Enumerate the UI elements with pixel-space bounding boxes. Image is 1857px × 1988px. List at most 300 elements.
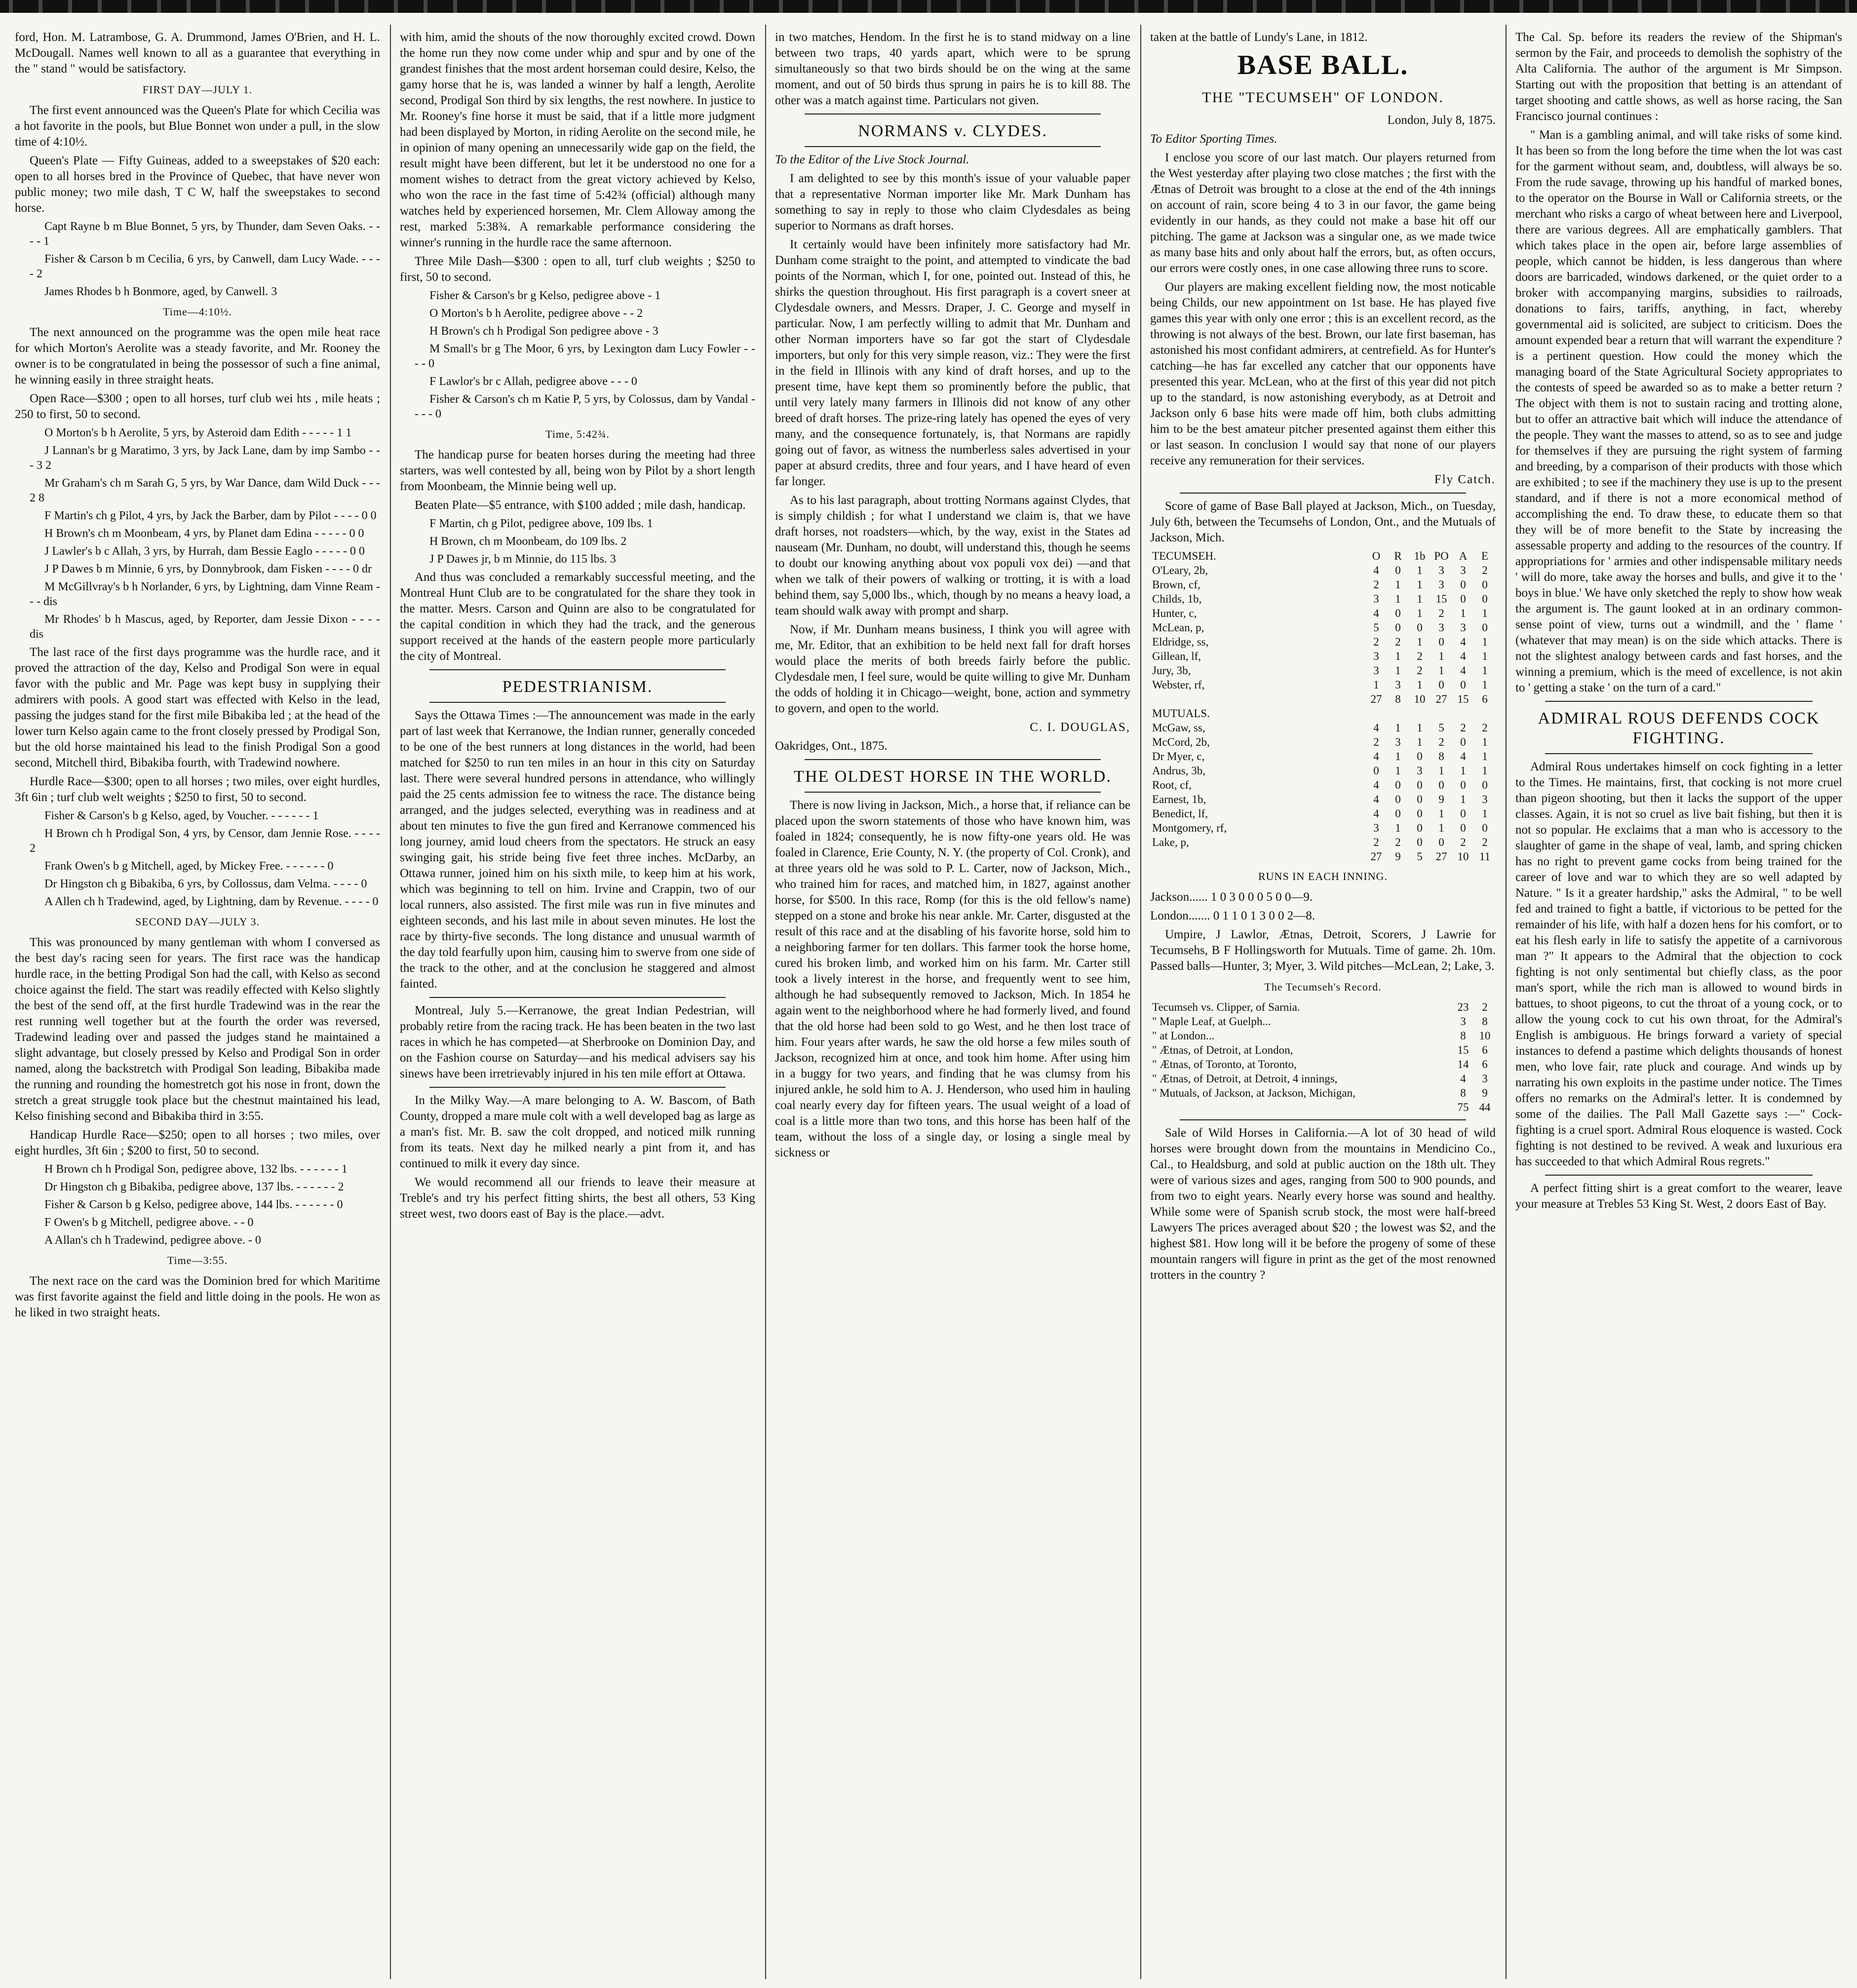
stat-cell: 1 <box>1417 679 1423 691</box>
column-rule <box>390 25 391 1979</box>
table-header-row <box>1150 706 1496 721</box>
entry: James Rhodes b h Bonmore, aged, by Canwell. 3 <box>44 285 277 298</box>
entry: A Allen ch h Tradewind, aged, by Lightning, dam by Revenue. - - - - 0 <box>44 895 379 908</box>
stat-cell: 4 <box>1460 664 1466 677</box>
stat-cell: 2 <box>1395 836 1401 848</box>
race-conditions: Handicap Hurdle Race—$250; open to all horses ; two miles, over eight hurdles, 3ft 6in ; $200 to first, 50 to second. <box>15 1128 380 1157</box>
entry: O Morton's b h Aerolite, 5 yrs, by Asteroid dam Edith - - - - - 1 1 <box>44 426 352 439</box>
stat-cell: 2 <box>1460 722 1466 734</box>
table-row <box>1150 764 1496 778</box>
column-rule <box>1140 25 1141 1979</box>
box-score-table <box>1150 549 1496 864</box>
player-name: Gillean, lf, <box>1152 650 1201 662</box>
table-row <box>1150 778 1496 792</box>
article-heading: NORMANS v. CLYDES. <box>858 122 1047 140</box>
player-name: Brown, cf, <box>1152 578 1200 591</box>
stat-cell: 1 <box>1395 722 1401 734</box>
stat-cell: 0 <box>1417 807 1423 820</box>
total-cell: 75 <box>1457 1101 1469 1113</box>
divider <box>805 792 1101 793</box>
stat-cell: 1 <box>1438 807 1444 820</box>
stat-cell: 0 <box>1395 807 1401 820</box>
stat-cell: 0 <box>1417 750 1423 763</box>
table-total-row <box>1150 849 1496 864</box>
stat-cell: 1 <box>1460 765 1466 777</box>
column-header: O <box>1372 550 1381 562</box>
race-conditions: Open Race—$300 ; open to all horses, turf club wei hts , mile heats ; 250 to first, 50 to second. <box>15 392 380 421</box>
stat-cell: 2 <box>1482 564 1488 576</box>
stat-cell: 1 <box>1417 564 1423 576</box>
divider <box>1180 1119 1466 1120</box>
table-total-row <box>1150 692 1496 706</box>
paragraph: I am delighted to see by this month's issue of your valuable paper that a representative Norman importer like Mr. Mark Dunham has something to say in reply to those who claim Clydesdales as being superior to Normans as draft horses. <box>775 172 1130 232</box>
entry: F Lawlor's br c Allah, pedigree above - - - 0 <box>429 375 637 388</box>
stat-cell: 0 <box>1438 779 1444 791</box>
column-rule <box>1506 25 1507 1979</box>
player-name: Eldridge, ss, <box>1152 636 1209 648</box>
player-name: Webster, rf, <box>1152 679 1205 691</box>
entry: J P Dawes b m Minnie, 6 yrs, by Donnybrook, dam Fisken - - - - 0 dr <box>44 563 372 575</box>
column-1 <box>15 30 380 1979</box>
column-header: A <box>1459 550 1468 562</box>
paragraph: The first event announced was the Queen's Plate for which Cecilia was a hot favorite in the pools, but Blue Bonnet won under a pull, in the slow time of 4:10½. <box>15 104 380 149</box>
table-row <box>1150 1000 1496 1014</box>
paragraph: Umpire, J Lawlor, Ætnas, Detroit, Scorers, J Lawrie for Tecumsehs, B F Hollingsworth for Mutuals. Time of game. 2h. 10m. Passed balls—Hunter, 3; Myer, 3. Wild pitches—McLean, 2; Lake, 3. <box>1150 928 1496 973</box>
stat-cell: 15 <box>1457 1044 1469 1056</box>
stat-cell: 2 <box>1438 736 1444 748</box>
stat-cell: 2 <box>1373 636 1379 648</box>
stat-cell: 0 <box>1395 564 1401 576</box>
stat-cell: 0 <box>1395 779 1401 791</box>
entry: Dr Hingston ch g Bibakiba, 6 yrs, by Collossus, dam Velma. - - - - 0 <box>44 878 367 890</box>
entry: Mr Graham's ch m Sarah G, 5 yrs, by War Dance, dam Wild Duck - - - 2 8 <box>30 477 380 504</box>
stat-cell: 8 <box>1460 1087 1466 1099</box>
entry: A Allan's ch h Tradewind, pedigree above. - 0 <box>44 1234 261 1247</box>
team-name: MUTUALS. <box>1152 707 1210 720</box>
stat-cell: 4 <box>1373 807 1379 820</box>
entry: Capt Rayne b m Blue Bonnet, 5 yrs, by Thunder, dam Seven Oaks. - - - - 1 <box>30 220 380 248</box>
stat-cell: 8 <box>1460 1030 1466 1042</box>
total-cell: 9 <box>1395 850 1401 863</box>
stat-cell: 0 <box>1460 807 1466 820</box>
table-row <box>1150 749 1496 764</box>
stat-cell: 1 <box>1482 679 1488 691</box>
stat-cell: 2 <box>1482 836 1488 848</box>
paragraph: ford, Hon. M. Latrambose, G. A. Drummond, James O'Brien, and H. L. McDougall. Names well known to all as a guarantee that everything in the " stand " would be satisfactory. <box>15 31 380 76</box>
paragraph: Score of game of Base Ball played at Jackson, Mich., on Tuesday, July 6th, between the Tecumsehs of London, Ont., and the Mutuals of Jackson, Mich. <box>1150 499 1496 544</box>
player-name: Hunter, c, <box>1152 607 1197 619</box>
stat-cell: 3 <box>1417 765 1423 777</box>
stat-cell: 15 <box>1435 593 1447 605</box>
paragraph: As to his last paragraph, about trotting Normans against Clydes, that is simply childish ; for what I understand we claim is, that we have draft horses, not roadsters—which, by the way, exist in the States ad nauseam (Mr. Dunham, no doubt, will understand this, though he seems to doubt our knowing anything about vox populi vox dei) —and that when we talk of their powers of walking or trotting, it is with a load behind them, say 5,000 lbs., which, though by no means a heavy load, a team should walk away with prompt and sharp. <box>775 494 1130 617</box>
letter-address: To Editor Sporting Times. <box>1150 132 1277 146</box>
stat-cell: 4 <box>1373 793 1379 805</box>
player-name: McGaw, ss, <box>1152 722 1205 734</box>
table-row <box>1150 649 1496 663</box>
entry: J Lawler's b c Allah, 3 yrs, by Hurrah, dam Bessie Eaglo - - - - - 0 0 <box>44 545 365 558</box>
table-row <box>1150 1014 1496 1029</box>
paragraph: The last race of the first days programme was the hurdle race, and it proved the attraction of the day, Kelso and Prodigal Son were in equal favor with the public and Mr. Page was kept busy in supplying their admirers with pools. A good start was effected with Kelso in the lead, passing the judges stand for the first mile Bibakiba led ; at the head of the lower turn Kelso again came to the front closely pressed by Prodigal Son, but the old horse maintained his lead to the finish Prodigal Son a good second, Mitchell third, Bibakiba fourth, with Tradewind nowhere. <box>15 646 380 769</box>
player-name: Tecumseh vs. Clipper, of Sarnia. <box>1152 1001 1300 1013</box>
paragraph: in two matches, Hendom. In the first he is to stand midway on a line between two traps, 40 yards apart, which were to be sprung simultaneously so that two birds should be on the wing at the same moment, and out of 50 birds thus sprung in pairs he is to kill 88. The other was a match against time. Particulars not given. <box>775 31 1130 107</box>
signature: C. I. DOUGLAS, <box>1030 721 1130 734</box>
entry: M Small's br g The Moor, 6 yrs, by Lexington dam Lucy Fowler - - - - 0 <box>415 343 755 370</box>
player-name: Childs, 1b, <box>1152 593 1202 605</box>
total-cell: 27 <box>1435 693 1447 705</box>
entry: Fisher & Carson b m Cecilia, 6 yrs, by Canwell, dam Lucy Wade. - - - - 2 <box>30 253 380 280</box>
stat-cell: 3 <box>1373 593 1379 605</box>
player-name: Lake, p, <box>1152 836 1189 848</box>
stat-cell: 1 <box>1438 765 1444 777</box>
player-name: " Mutuals, of Jackson, at Jackson, Michigan, <box>1152 1087 1355 1099</box>
stat-cell: 8 <box>1482 1015 1488 1028</box>
stat-cell: 0 <box>1482 621 1488 634</box>
stat-cell: 0 <box>1417 822 1423 834</box>
record-table <box>1150 1000 1496 1114</box>
stat-cell: 3 <box>1438 578 1444 591</box>
paragraph: Says the Ottawa Times :—The announcement was made in the early part of last week that Kerranowe, the Indian runner, generally conceded to be one of the best runners at long distances in the world, had been matched for $250 to run ten miles in an hour in this city on Saturday last. There were several hundred persons in attendance, who willingly paid the 25 cents admission fee to witness the race. The distance being arranged, and the judges selected, everything was in readiness and at about ten minutes to five the gun fired and Kerranowe commenced his long journey, amid loud cheers from the spectators. He struck an easy swinging gait, his stride being five feet three inches. McDarby, an Ottawa runner, joined him on his sixth mile, to keep him at his work, which was beginning to tell on him. Irvine and Crappin, two of our local runners, also assisted. The first mile was run in five minutes and eighteen seconds, and his last mile in about seven minutes. He lost the race by thirty-five seconds. The long distance and unusual warmth of the day told fearfully upon him, causing him to swerve from one side of the track to the other, and at the conclusion he staggered and almost fainted. <box>400 709 755 991</box>
paragraph: There is now living in Jackson, Mich., a horse that, if reliance can be placed upon the sworn statements of those who have known him, was foaled in 1824; consequently, he is now fifty-one years old. He was foaled in Clarence, Erie County, N. Y. (the property of Col. Cronk), and at three years old he was sold to P. L. Carter, now of Jackson, Mich., who trained him for races, and matched him, in 1827, against another horse, for $500. In this race, Romp (for this is the old fellow's name) stepped on a stone and broke his near ankle. Mr. Carter, disgusted at the result of this race and at the disabling of his favorite horse, sold him to a neighboring farmer for ten dollars. This farmer took the horse home, cured his broken limb, and worked him on his farm. Mr. Carter still took a lively interest in the horse, and frequently went to see him, although he had subsequently removed to Jackson, Mich. In 1854 he again went to the neighborhood where he had formerly lived, and found that the old horse had been sold to go West, and he then lost trace of him. Four years after wards, he saw the old horse a few miles south of Jackson, recognized him at once, and took him home. After using him in a buggy for two years, and finding that he was clumsy from his injured ankle, he sold him to A. J. Henderson, who used him in hauling coal nearly every day for fifteen years. The usual weight of a load of coal is a little more than two tons, and this horse has been half of the team, without the loss of a single day, or losing a single meal by sickness or <box>775 799 1130 1159</box>
stat-cell: 4 <box>1373 607 1379 619</box>
total-cell: 11 <box>1479 850 1491 863</box>
race-conditions: Three Mile Dash—$300 : open to all, turf club weights ; $250 to first, 50 to second. <box>400 255 755 284</box>
race-time: Time—3:55. <box>167 1254 228 1266</box>
advertisement: A perfect fitting shirt is a great comfort to the wearer, leave your measure at Trebles 53 King St. West, 2 doors East of Bay. <box>1515 1182 1842 1211</box>
race-conditions: Hurdle Race—$300; open to all horses ; two miles, over eight hurdles, 3ft 6in ; turf club welt weights ; $250 to first, 50 to second. <box>15 775 380 804</box>
total-cell: 27 <box>1370 693 1382 705</box>
column-rule <box>765 25 766 1979</box>
stat-cell: 2 <box>1417 650 1423 662</box>
player-name: " Ætnas, of Detroit, at Detroit, 4 innings, <box>1152 1072 1338 1085</box>
section-subhead: The Tecumseh's Record. <box>1264 981 1382 993</box>
article-heading: PEDESTRIANISM. <box>502 678 653 696</box>
column-3 <box>775 30 1130 1979</box>
table-row <box>1150 735 1496 749</box>
total-cell: 6 <box>1482 693 1488 705</box>
stat-cell: 1 <box>1482 736 1488 748</box>
player-name: Jury, 3b, <box>1152 664 1191 677</box>
stat-cell: 1 <box>1482 765 1488 777</box>
entry: H Brown's ch h Prodigal Son pedigree above - 3 <box>429 325 658 338</box>
paragraph: Our players are making excellent fielding now, the most noticable being Childs, our new appointment on 1st base. He has played five games this year with only one error ; this is an excellent record, as the throwing is not always of the best. Brown, our late first baseman, has astonished his most confidant admirers, at centrefield. As for Hunter's catching—he has far excelled any catcher that our opponents have presented this year. McLean, who at the first of this year did not pitch up to the standard, is now astonishing everybody, as at Detroit and Jackson only 6 base hits were made off him, both clubs admitting him to be the best amateur pitcher presented against them either this or last season. In conclusion I would say that none of our players receive any remuneration for their services. <box>1150 280 1496 467</box>
stat-cell: 0 <box>1460 593 1466 605</box>
entry: F Martin, ch g Pilot, pedigree above, 109 lbs. 1 <box>429 517 653 530</box>
paragraph: In the Milky Way.—A mare belonging to A. W. Bascom, of Bath County, dropped a mare mule colt with a well developed bag as large as a man's fist. Mr. B. saw the colt dropped, and noticed milk running from its teats. Next day he milked nearly a pint from it, and has continued to milk it every day since. <box>400 1094 755 1170</box>
race-conditions: Queen's Plate — Fifty Guineas, added to a sweepstakes of $20 each: open to all horses bred in the Province of Quebec, that have never won public money; two mile dash, T C W, half the sweepstakes to second horse. <box>15 154 380 215</box>
table-row <box>1150 1086 1496 1100</box>
stat-cell: 0 <box>1482 578 1488 591</box>
entry: Mr Rhodes' b h Mascus, aged, by Reporter, dam Jessie Dixon - - - - dis <box>30 613 380 641</box>
player-name: " Ætnas, of Toronto, at Toronto, <box>1152 1058 1297 1070</box>
stat-cell: 1 <box>1417 578 1423 591</box>
team-name: TECUMSEH. <box>1152 550 1216 562</box>
article-subheading: THE "TECUMSEH" OF LONDON. <box>1202 89 1444 106</box>
stat-cell: 0 <box>1417 779 1423 791</box>
player-name: Montgomery, rf, <box>1152 822 1227 834</box>
paragraph: Montreal, July 5.—Kerranowe, the great Indian Pedestrian, will probably retire from the racing track. He has been beaten in the two last races in which he has competed—at Sherbrooke on Dominion Day, and on the Fashion course on Saturday—and his medical advisers say his sinews have been irretrievably injured in his ten mile effort at Ottawa. <box>400 1004 755 1080</box>
table-row <box>1150 1071 1496 1086</box>
torn-top-edge <box>0 0 1857 13</box>
stat-cell: 1 <box>1482 636 1488 648</box>
table-row <box>1150 563 1496 577</box>
entry: H Brown ch h Prodigal Son, 4 yrs, by Censor, dam Jennie Rose. - - - - 2 <box>30 827 380 855</box>
stat-cell: 1 <box>1482 664 1488 677</box>
stat-cell: 0 <box>1373 765 1379 777</box>
paragraph: " Man is a gambling animal, and will take risks of some kind. It has been so from the long before the time when the lot was cast for the garment without seam, and, doubtless, will always be so. From the rude savage, throwing up his handful of marked bones, to the operator on the Bourse in Wall or California streets, or the merchant who risks a cargo of wheat between here and Liverpool, there are various degrees. All are emphatically gamblers. That which takes place in the open air, before large assemblies of people, which cannot be hidden, is less dangerous than where doors are barricaded, windows darkened, or the quiet order to a broker with accompanying margins, subsidies to railroads, donations to fairs, tariffs, anything, in fact, whereby governmental aid is solicited, are subject to criticism. Does the amount expended bear a return that will warrant the expenditure ? is a pertinent question. How could the money which the managing board of the State Agricultural Society appropriates to the contests of speed be awarded so as to make a better return ? The object with them is not to sustain racing and trotting alone, but to offer an attractive bait which will induce the attendance of the people. They want the masses to attend, so as to see and judge for themselves if they are pursuing the right system of farming and breeding, by a comparison of their products with those which are exhibited ; to see if the machinery they use is up to the present standard, and if there is not a more economical method of accomplishing the end. To draw these, to educate them so that they will be of more benefit to the State by increasing the assessable property and adding to the resources of the country. If appropriations for ' armies and other indispensable military needs ' will do more, take away the horses and bulls, and give it to the ' boys in blue.' We have only sketched the reply to show how weak the argument is. The gaunt looked at in an ordinary common-sense point of view, turns out a windmill, and the ' flame ' (whatever that may mean) is on the side which attacks. There is not the slightest analogy between cards and fast horses, and the winning a premium, which is the meed of excellence, is not akin to ' getting a stake ' on the turn of a card." <box>1515 128 1842 694</box>
stat-cell: 3 <box>1482 1072 1488 1085</box>
stat-cell: 1 <box>1482 807 1488 820</box>
stat-cell: 14 <box>1457 1058 1469 1070</box>
paragraph: The Cal. Sp. before its readers the review of the Shipman's sermon by the Fair, and proceeds to demolish the sophistry of the Alta California. The author of the argument is Mr Simpson. Starting out with the proposition that betting is an attendant of target shooting and cattle shows, as well as horse racing, the San Francisco journal continues : <box>1515 31 1842 123</box>
table-row <box>1150 663 1496 678</box>
entry: M McGillvray's b h Norlander, 6 yrs, by Lightning, dam Vinne Ream - - - dis <box>30 580 380 608</box>
signature: Fly Catch. <box>1434 473 1496 486</box>
stat-cell: 6 <box>1482 1058 1488 1070</box>
advertisement: We would recommend all our friends to leave their measure at Treble's and try his perfect fitting shirts, the best all others, 53 King street west, two doors east of Bay is the place.—advt. <box>400 1176 755 1221</box>
paragraph: The next race on the card was the Dominion bred for which Maritime was first favorite against the field and little doing in the pools. He won as he liked in two straight heats. <box>15 1274 380 1319</box>
stat-cell: 4 <box>1460 650 1466 662</box>
stat-cell: 0 <box>1460 578 1466 591</box>
table-row <box>1150 1029 1496 1043</box>
stat-cell: 1 <box>1395 822 1401 834</box>
section-subhead: SECOND DAY—JULY 3. <box>135 916 260 928</box>
paragraph: I enclose you score of our last match. Our players returned from the West yesterday after playing two close matches ; the first with the Ætnas of Detroit was brought to a close at the end of the 4th innings on account of rain, score being 4 to 3 in our favor, the game being evidently in our hands, as they could not make a base hit off our pitching. The game at Jackson was a singular one, as we made twice as many base hits and only about half the errors, but, as often occurs, our errors were costly ones, in one case allowing three runs to score. <box>1150 151 1496 275</box>
entry: Fisher & Carson b g Kelso, pedigree above, 144 lbs. - - - - - - 0 <box>44 1198 343 1211</box>
table-row <box>1150 821 1496 835</box>
stat-cell: 3 <box>1482 793 1488 805</box>
stat-cell: 0 <box>1395 607 1401 619</box>
stat-cell: 2 <box>1373 836 1379 848</box>
paragraph: taken at the battle of Lundy's Lane, in 1812. <box>1150 31 1368 44</box>
entry: F Martin's ch g Pilot, 4 yrs, by Jack the Barber, dam by Pilot - - - - 0 0 <box>44 509 377 522</box>
stat-cell: 4 <box>1460 636 1466 648</box>
stat-cell: 0 <box>1438 836 1444 848</box>
race-conditions: Beaten Plate—$5 entrance, with $100 added ; mile dash, handicap. <box>415 498 746 512</box>
divider <box>1545 701 1813 702</box>
paragraph: The next announced on the programme was the open mile heat race for which Morton's Aerolite was a steady favorite, and Mr. Rooney the owner is to be congratulated in being the possessor of such a fine animal, he winning easily in three straight heats. <box>15 326 380 386</box>
stat-cell: 1 <box>1395 578 1401 591</box>
stat-cell: 1 <box>1482 607 1488 619</box>
player-name: Benedict, lf, <box>1152 807 1208 820</box>
stat-cell: 2 <box>1482 1001 1488 1013</box>
column-header: E <box>1481 550 1489 562</box>
table-total-row <box>1150 1100 1496 1114</box>
stat-cell: 3 <box>1438 564 1444 576</box>
entry: Fisher & Carson's br g Kelso, pedigree above - 1 <box>429 289 661 302</box>
stat-cell: 0 <box>1460 779 1466 791</box>
table-row <box>1150 721 1496 735</box>
stat-cell: 0 <box>1460 822 1466 834</box>
stat-cell: 1 <box>1417 607 1423 619</box>
column-5 <box>1515 30 1842 1979</box>
divider <box>429 669 726 670</box>
stat-cell: 4 <box>1460 750 1466 763</box>
table-row <box>1150 606 1496 620</box>
stat-cell: 0 <box>1395 621 1401 634</box>
stat-cell: 4 <box>1373 564 1379 576</box>
stat-cell: 4 <box>1373 750 1379 763</box>
total-cell: 5 <box>1417 850 1423 863</box>
race-time: Time—4:10½. <box>163 306 232 318</box>
stat-cell: 1 <box>1395 650 1401 662</box>
divider <box>429 997 726 998</box>
paragraph: It certainly would have been infinitely more satisfactory had Mr. Dunham come straight to the point, and attempted to vindicate the bad points of the Norman, which I, for one, pointed out. Instead of this, he shirks the question throughout. His first paragraph is a covert sneer at Clydesdale owners, and Messrs. Draper, J. C. George and myself in particular. Now, I am perfectly willing to admit that Mr. Dunham and other Norman importers have so far got the start of Clydesdale importers, but only for this very simple reason, viz.: They were the first in the field in Illinois with any kind of draft horses, and up to the present time, have kept them so prominently before the public, that until very lately many farmers in Illinois did not know of any other breed of draft horses. The prize-ring lately has opened the eyes of very many, and the consequence fortunately, is, that Normans are rapidly going out of favor, as witness the numberless sales advertised in your paper at absurd credits, three and four years, and I have heard of even far longer. <box>775 238 1130 488</box>
article-heading: THE OLDEST HORSE IN THE WORLD. <box>794 767 1112 786</box>
entry: H Brown ch h Prodigal Son, pedigree above, 132 lbs. - - - - - - 1 <box>44 1163 348 1176</box>
stat-cell: 0 <box>1395 793 1401 805</box>
player-name: Andrus, 3b, <box>1152 765 1205 777</box>
stat-cell: 4 <box>1373 779 1379 791</box>
stat-cell: 1 <box>1395 765 1401 777</box>
total-cell: 27 <box>1370 850 1382 863</box>
player-name: O'Leary, 2b, <box>1152 564 1208 576</box>
stat-cell: 0 <box>1438 679 1444 691</box>
player-name: " Ætnas, of Detroit, at London, <box>1152 1044 1293 1056</box>
paragraph: This was pronounced by many gentleman with whom I conversed as the best day's racing seen for years. The first race was the handicap hurdle race, in the betting Prodigal Son had the call, with Kelso as second choice against the field. The start was readily effected with Kelso slightly the best of the send off, at the first hurdle Tradewind was in the rear the rest running well together but at the fourth the order was reversed, Tradewind leading over and passed the judges stand he maintained a slight advantage, but closely pressed by Kelso and Prodigal Son in order named, along the backstretch with Prodigal Son leading, Bibakiba made the running and rounding the homestretch got his nose in front, down the stretch a great struggle took place but the chestnut maintained his lead, Kelso finishing second and Bibakiba third in 3:55. <box>15 936 380 1123</box>
stat-cell: 2 <box>1417 664 1423 677</box>
stat-cell: 1 <box>1438 664 1444 677</box>
table-row <box>1150 620 1496 635</box>
total-cell: 10 <box>1414 693 1426 705</box>
stat-cell: 1 <box>1460 607 1466 619</box>
stat-cell: 0 <box>1417 836 1423 848</box>
stat-cell: 5 <box>1373 621 1379 634</box>
stat-cell: 0 <box>1460 679 1466 691</box>
stat-cell: 10 <box>1479 1030 1491 1042</box>
divider <box>1545 1175 1813 1176</box>
divider <box>805 114 1101 115</box>
player-name: Root, cf, <box>1152 779 1192 791</box>
table-row <box>1150 806 1496 821</box>
article-heading: BASE BALL. <box>1237 50 1409 80</box>
stat-cell: 3 <box>1460 1015 1466 1028</box>
player-name: Dr Myer, c, <box>1152 750 1205 763</box>
stat-cell: 9 <box>1482 1087 1488 1099</box>
total-cell: 44 <box>1479 1101 1491 1113</box>
stat-cell: 0 <box>1482 779 1488 791</box>
table-row <box>1150 1057 1496 1071</box>
entry: H Brown's ch m Moonbeam, 4 yrs, by Planet dam Edina - - - - - 0 0 <box>44 527 364 540</box>
table-row <box>1150 592 1496 606</box>
player-name: McLean, p, <box>1152 621 1204 634</box>
stat-cell: 2 <box>1482 722 1488 734</box>
total-cell: 15 <box>1457 693 1469 705</box>
entry: Dr Hingston ch g Bibakiba, pedigree above, 137 lbs. - - - - - - 2 <box>44 1181 344 1193</box>
section-subhead: FIRST DAY—JULY 1. <box>142 83 253 96</box>
entry: F Owen's b g Mitchell, pedigree above. - - 0 <box>44 1216 254 1229</box>
stat-cell: 1 <box>1417 722 1423 734</box>
stat-cell: 1 <box>1395 750 1401 763</box>
stat-cell: 3 <box>1373 650 1379 662</box>
stat-cell: 1 <box>1482 750 1488 763</box>
stat-cell: 1 <box>1373 679 1379 691</box>
column-4 <box>1150 30 1496 1979</box>
stat-cell: 3 <box>1395 679 1401 691</box>
entry: J Lannan's br g Maratimo, 3 yrs, by Jack Lane, dam by imp Sambo - - - 3 2 <box>30 444 380 472</box>
player-name: " Maple Leaf, at Guelph... <box>1152 1015 1271 1028</box>
stat-cell: 1 <box>1460 793 1466 805</box>
total-cell: 27 <box>1435 850 1447 863</box>
stat-cell: 3 <box>1373 664 1379 677</box>
total-cell: 8 <box>1395 693 1401 705</box>
stat-cell: 3 <box>1395 736 1401 748</box>
table-row <box>1150 835 1496 849</box>
innings-line: Jackson...... 1 0 3 0 0 0 5 0 0—9. <box>1150 890 1313 904</box>
stat-cell: 1 <box>1482 650 1488 662</box>
entry: Frank Owen's b g Mitchell, aged, by Mickey Free. - - - - - - 0 <box>44 860 334 873</box>
divider <box>429 1087 726 1088</box>
divider <box>429 702 726 703</box>
stat-cell: 0 <box>1417 793 1423 805</box>
player-name: Earnest, 1b, <box>1152 793 1206 805</box>
section-subhead: RUNS IN EACH INNING. <box>1258 870 1388 882</box>
entry: H Brown, ch m Moonbeam, do 109 lbs. 2 <box>429 535 627 548</box>
table-row <box>1150 678 1496 692</box>
total-cell: 10 <box>1457 850 1469 863</box>
column-header: PO <box>1434 550 1449 562</box>
stat-cell: 0 <box>1417 621 1423 634</box>
table-header-row <box>1150 549 1496 563</box>
entry: Fisher & Carson's ch m Katie P, 5 yrs, by Colossus, dam by Vandal - - - - 0 <box>415 393 755 421</box>
divider <box>805 146 1101 147</box>
dateline: London, July 8, 1875. <box>1387 114 1496 127</box>
stat-cell: 5 <box>1438 722 1444 734</box>
player-name: " at London... <box>1152 1030 1215 1042</box>
letter-address: To the Editor of the Live Stock Journal. <box>775 153 969 166</box>
stat-cell: 2 <box>1395 636 1401 648</box>
entry: J P Dawes jr, b m Minnie, do 115 lbs. 3 <box>429 553 616 566</box>
stat-cell: 1 <box>1417 593 1423 605</box>
stat-cell: 3 <box>1460 621 1466 634</box>
table-row <box>1150 1043 1496 1057</box>
race-time: Time, 5:42¾. <box>545 428 610 440</box>
divider <box>1545 753 1813 754</box>
stat-cell: 23 <box>1457 1001 1469 1013</box>
table-row <box>1150 635 1496 649</box>
stat-cell: 1 <box>1417 736 1423 748</box>
paragraph: Admiral Rous undertakes himself on cock fighting in a letter to the Times. He maintains, first, that cocking is not more cruel than pigeon shooting, but then it lacks the support of the upper classes. Again, it is not so cruel as live bait fishing, but then it is not so popular. He exclaims that a man who is accessory to the slaughter of game in the shape of veal, lamb, and spring chicken has no right to prevent game cocks from being trained for the career of love and war to which they are so well adapted by Nature. " Is it a greater hardship," asks the Admiral, " to be well fed and trained to fight a battle, if victorious to be petted for the remainder of his life, with half a dozen hens for his comfort, or to eat his flesh early in life to satisfy the appetite of a carnivorous man ?" It appears to the Admiral that the objection to cock fighting is not only sentimental but chiefly class, as the poor man's sport, while the rich man is allowed to wound birds in battues, to shoot pigeons, to cut the throat of a young cock, or to allow the young cock to cut his own throat, for the Admiral's English is ambiguous. He brings forward a variety of special instances to defend a pastime which delights thousands of honest men, who love fair, rate pluck and courage. And winds up by narrating his own exploits in the pastime under notice. The Times offers no remarks on the Admiral's letter. It is condemned by some of the dailies. The Pall Mall Gazette says :—" Cock-fighting is a cruel sport. Admiral Rous eloquence is wasted. Cock fighting is not destined to be revived. A weak and luxurious era has succeeded to that which Admiral Rous regrets." <box>1515 760 1842 1168</box>
divider <box>805 759 1101 760</box>
paragraph: Now, if Mr. Dunham means business, I think you will agree with me, Mr. Editor, that an exhibition to be held next fall for draft horses would place the merits of both breeds fairly before the public. Clydesdale men, I feel sure, would be quite willing to give Mr. Dunham the odds of holding it in Chicago—weight, bone, action and symmetry to govern, and open to the world. <box>775 623 1130 715</box>
stat-cell: 6 <box>1482 1044 1488 1056</box>
paragraph: And thus was concluded a remarkably successful meeting, and the Montreal Hunt Club are to be congratulated for the share they took in the matter. Mesrs. Carson and Quinn are also to be congratulated for the capital condition in which they had the track, and the generous support received at the hands of the eastern people more particularly the city of Montreal. <box>400 571 755 663</box>
stat-cell: 9 <box>1438 793 1444 805</box>
stat-cell: 0 <box>1482 822 1488 834</box>
stat-cell: 3 <box>1373 822 1379 834</box>
article-heading: ADMIRAL ROUS DEFENDS COCK FIGHTING. <box>1538 709 1820 747</box>
stat-cell: 1 <box>1438 650 1444 662</box>
stat-cell: 2 <box>1373 736 1379 748</box>
stat-cell: 0 <box>1460 736 1466 748</box>
table-row <box>1150 577 1496 592</box>
stat-cell: 3 <box>1438 621 1444 634</box>
paragraph: Sale of Wild Horses in California.—A lot of 30 head of wild horses were brought down from the mountains in Mendicino Co., Cal., to Healdsburg, and sold at public auction on the 18th ult. They were of various sizes and ages, ranging from 500 to 900 pounds, and from two to eight years. Nearly every horse was sound and healthy. While some were of Spanish scrub stock, the most were half-breed Lawyers The prices averaged about $20 ; the lowest was $2, and the highest $81. How long will it be before the progeny of some of these mountain rangers will figure in print as the get of the most renowned trotters in the country ? <box>1150 1126 1496 1282</box>
stat-cell: 2 <box>1460 836 1466 848</box>
stat-cell: 0 <box>1438 636 1444 648</box>
stat-cell: 1 <box>1395 664 1401 677</box>
paragraph: The handicap purse for beaten horses during the meeting had three starters, was well contested by all, being won by Pilot by a short length from Moonbeam, the Minnie being well up. <box>400 448 755 493</box>
stat-cell: 4 <box>1373 722 1379 734</box>
stat-cell: 3 <box>1460 564 1466 576</box>
stat-cell: 2 <box>1438 607 1444 619</box>
stat-cell: 1 <box>1438 822 1444 834</box>
entry: O Morton's b h Aerolite, pedigree above - - 2 <box>429 307 643 320</box>
stat-cell: 1 <box>1395 593 1401 605</box>
table-row <box>1150 792 1496 806</box>
entry: Fisher & Carson's b g Kelso, aged, by Voucher. - - - - - - 1 <box>44 809 319 822</box>
stat-cell: 2 <box>1373 578 1379 591</box>
stat-cell: 1 <box>1417 636 1423 648</box>
